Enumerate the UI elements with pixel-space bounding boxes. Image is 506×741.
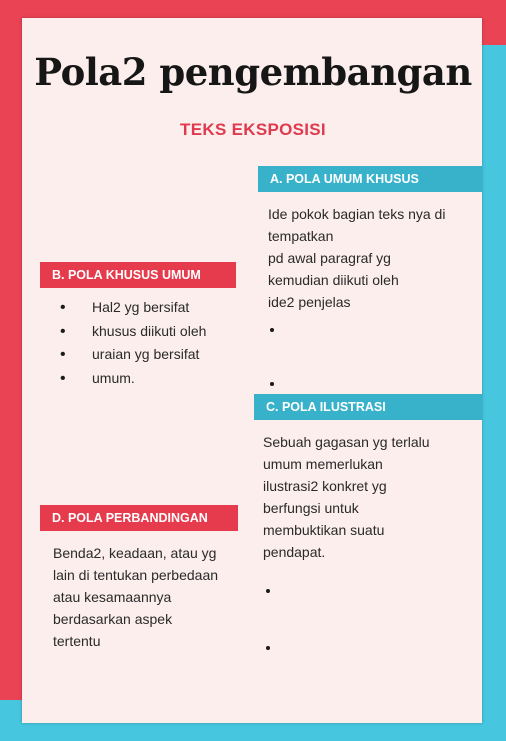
section-b-heading: B. POLA KHUSUS UMUM	[40, 262, 236, 288]
page-subtitle: TEKS EKSPOSISI	[180, 120, 326, 139]
section-d-line: berdasarkan aspek	[53, 611, 173, 627]
list-item: • Hal2 yg bersifat	[60, 296, 206, 320]
list-item: • khusus diikuti oleh	[60, 320, 206, 344]
section-a-line: tempatkan	[268, 228, 334, 244]
section-c-line: umum memerlukan	[263, 456, 383, 472]
section-a-line: kemudian diikuti oleh	[268, 272, 399, 288]
bullet-dot	[270, 382, 274, 386]
section-d-line: lain di tentukan perbedaan	[53, 567, 219, 583]
section-d-line: atau kesamaannya	[53, 589, 172, 605]
section-d-line: tertentu	[53, 633, 101, 649]
section-c-line: ilustrasi2 konkret yg	[263, 478, 387, 494]
section-b-list	[60, 296, 206, 390]
section-d-heading: D. POLA PERBANDINGAN	[40, 505, 238, 531]
page-title: Pola2 pengembangan	[34, 50, 472, 94]
section-c-heading: C. POLA ILUSTRASI	[254, 394, 482, 420]
section-a-body	[268, 203, 445, 313]
section-a-line: pd awal paragraf yg	[268, 250, 391, 266]
bullet-dot	[266, 646, 270, 650]
bullet-dot	[266, 589, 270, 593]
section-c-body	[263, 431, 430, 563]
list-item: • uraian yg bersifat	[60, 343, 206, 367]
section-c-line: berfungsi untuk	[263, 500, 359, 516]
list-item: • umum.	[60, 367, 206, 391]
section-c-line: pendapat.	[263, 544, 326, 560]
section-a-heading: A. POLA UMUM KHUSUS	[258, 166, 482, 192]
section-d-line: Benda2, keadaan, atau yg	[53, 545, 217, 561]
section-a-line: Ide pokok bagian teks nya di	[268, 206, 446, 222]
section-d-body	[53, 542, 218, 652]
bullet-dot	[270, 328, 274, 332]
section-c-line: Sebuah gagasan yg terlalu	[263, 434, 430, 450]
section-a-line: ide2 penjelas	[268, 294, 351, 310]
section-c-line: membuktikan suatu	[263, 522, 385, 538]
